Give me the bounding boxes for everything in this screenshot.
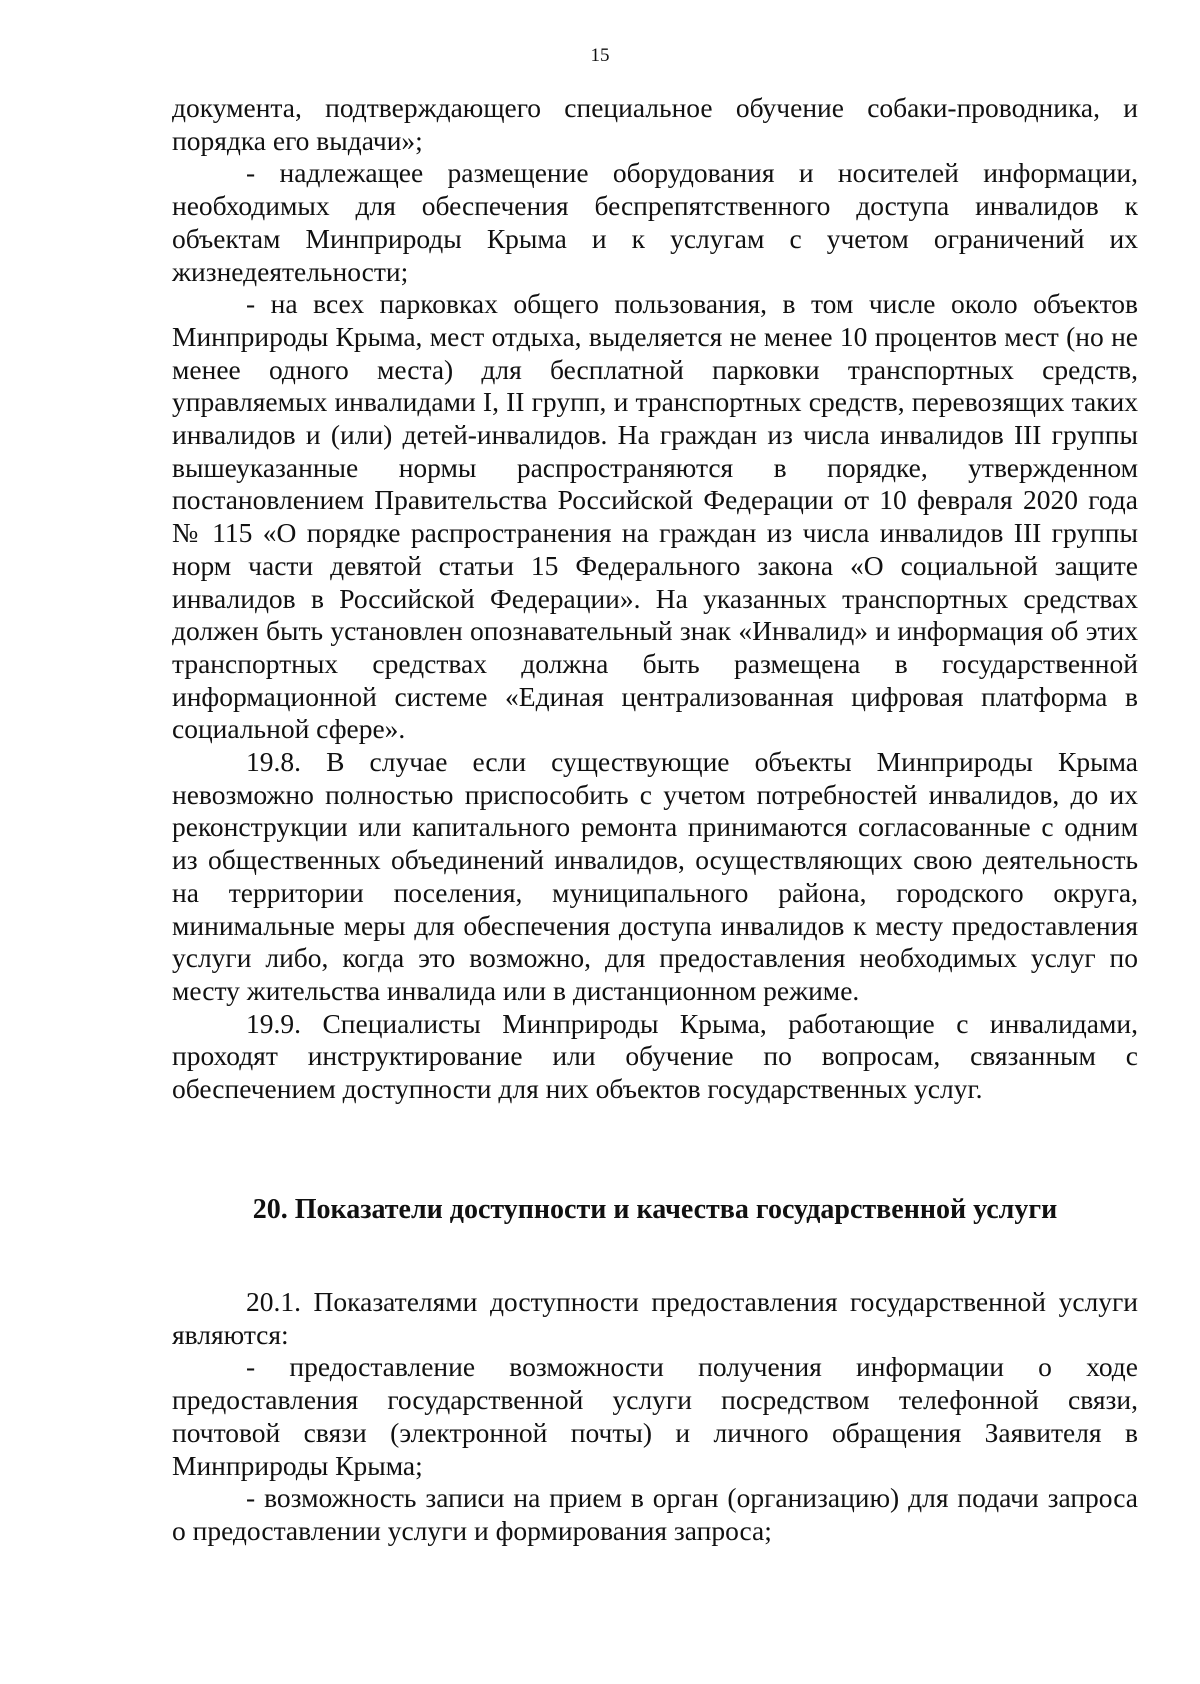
page-number: 15 [590,45,610,66]
paragraph-19-8: 19.8. В случае если существующие объекты Минприроды Крыма невозможно полностью приспособить с учетом потребностей инвалидов, до их реконструкции или капитального ремонта принимаются согласованные с одним из общественных объединений инвалидов, осуществляющих свою деятельность на территории поселения, муниципального района, городского округа, минимальные меры для обеспечения доступа инвалидов к месту предоставления услуги либо, когда это возможно, для предоставления необходимых услуг по месту жительства инвалида или в дистанционном режиме. [172,746,1138,1006]
paragraph-20-1: 20.1. Показателями доступности предоставления государственной услуги являются: [172,1286,1138,1350]
body-text-top [172,92,1138,1106]
paragraph-continuation: документа, подтверждающего специальное обучение собаки-проводника, и порядка его выдачи»; [172,92,1138,156]
paragraph-parking: - на всех парковках общего пользования, в том числе около объектов Минприроды Крыма, мест отдыха, выделяется не менее 10 процентов мест (но не менее одного места) для бесплатной парковки транспортных средств, управляемых инвалидами I, II групп, и транспортных средств, перевозящих таких инвалидов и (или) детей-инвалидов. На граждан из числа инвалидов III группы вышеуказанные нормы распространяются в порядке, утвержденном постановлением Правительства Российской Федерации от 10 февраля 2020 года № 115 «О порядке распространения на граждан из числа инвалидов III группы норм части девятой статьи 15 Федерального закона «О социальной защите инвалидов в Российской Федерации». На указанных транспортных средствах должен быть установлен опознавательный знак «Инвалид» и информация об этих транспортных средствах должна быть размещена в государственной информационной системе «Единая централизованная цифровая платформа в социальной сфере». [172,288,1138,745]
paragraph-appointment: - возможность записи на прием в орган (организацию) для подачи запроса о предоставлении услуги и формирования запроса; [172,1482,1138,1546]
body-text-bottom [172,1286,1138,1548]
paragraph-equipment-placement: - надлежащее размещение оборудования и носителей информации, необходимых для обеспечения беспрепятственного доступа инвалидов к объектам Минприроды Крыма и к услугам с учетом ограничений их жизнедеятельности; [172,157,1138,287]
paragraph-info-access: - предоставление возможности получения информации о ходе предоставления государственной услуги посредством телефонной связи, почтовой связи (электронной почты) и личного обращения Заявителя в Минприроды Крыма; [172,1351,1138,1481]
paragraph-19-9: 19.9. Специалисты Минприроды Крыма, работающие с инвалидами, проходят инструктирование или обучение по вопросам, связанным с обеспечением доступности для них объектов государственных услуг. [172,1007,1138,1105]
section-heading: 20. Показатели доступности и качества государственной услуги [252,1194,1058,1225]
